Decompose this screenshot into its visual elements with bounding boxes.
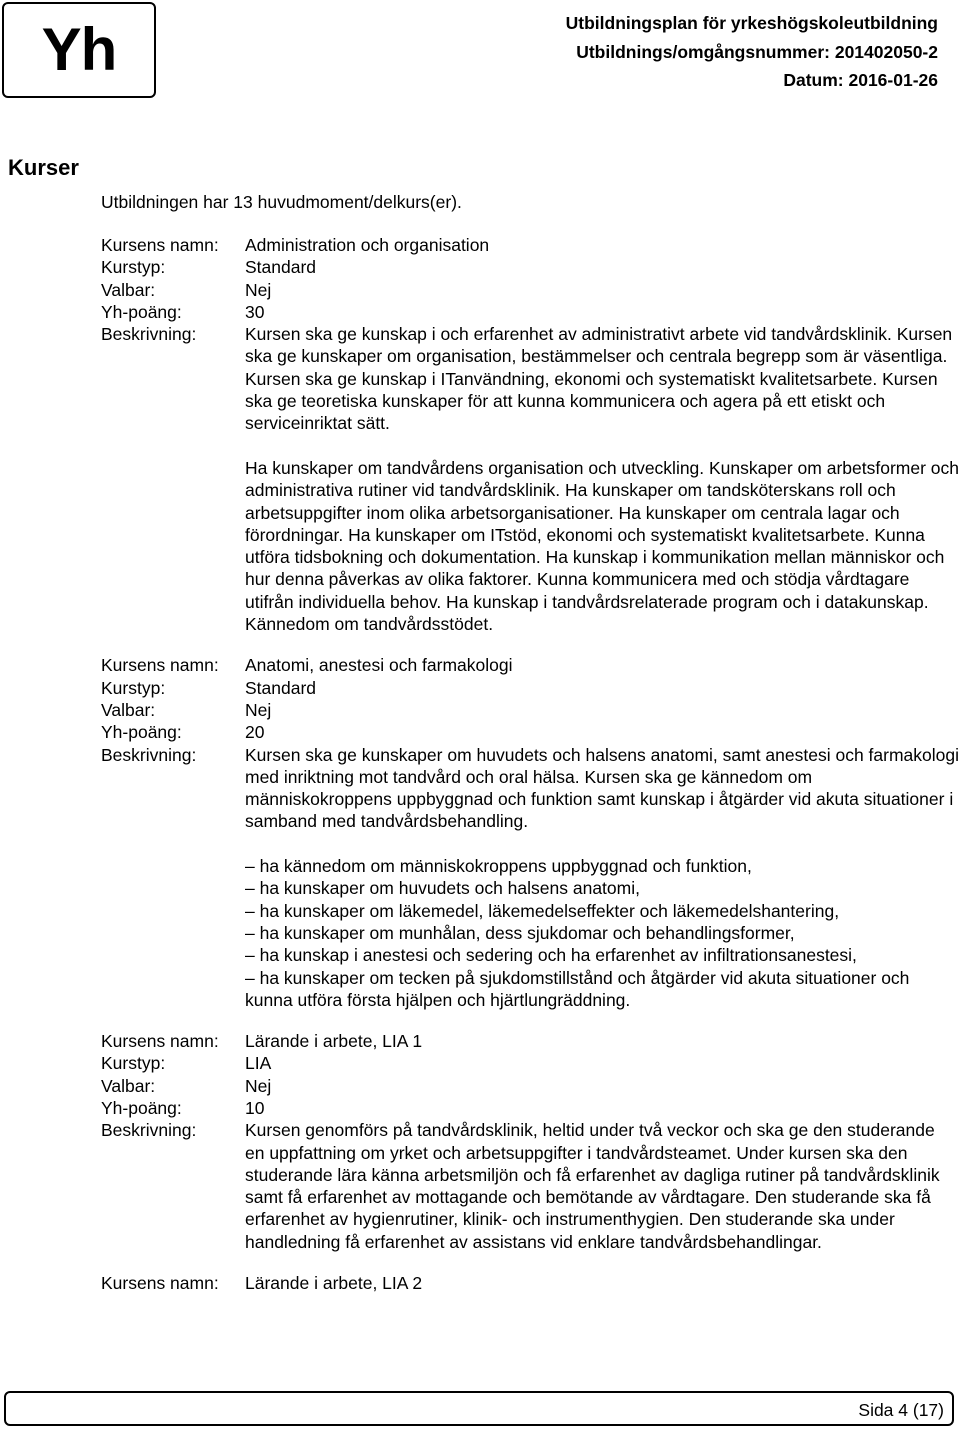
course-type-label: Kurstyp: bbox=[101, 1053, 166, 1074]
list-item: – ha kunskaper om munhålan, dess sjukdomar och behandlingsformer, bbox=[245, 922, 959, 944]
course-type-row bbox=[101, 1052, 959, 1074]
course-points: 20 bbox=[245, 722, 265, 743]
course-optional-row bbox=[101, 699, 959, 721]
course-name: Lärande i arbete, LIA 2 bbox=[245, 1273, 423, 1294]
course-points-row bbox=[101, 301, 959, 323]
learning-goals-list bbox=[245, 855, 959, 1011]
course-name: Lärande i arbete, LIA 1 bbox=[245, 1031, 423, 1052]
document-date: Datum: 2016-01-26 bbox=[783, 70, 938, 90]
course-points-row bbox=[101, 1097, 959, 1119]
course-description-label: Beskrivning: bbox=[101, 1120, 197, 1141]
course-optional-row bbox=[101, 1075, 959, 1097]
course-type-row bbox=[101, 677, 959, 699]
section-intro: Utbildningen har 13 huvudmoment/delkurs(er). bbox=[101, 192, 462, 212]
course-name-label: Kursens namn: bbox=[101, 1031, 219, 1052]
course-name-row bbox=[101, 234, 959, 256]
list-item: – ha kunskaper om huvudets och halsens anatomi, bbox=[245, 877, 959, 899]
course-entry bbox=[101, 1272, 959, 1294]
course-description bbox=[245, 323, 959, 635]
section-title: Kurser bbox=[8, 155, 79, 180]
course-name-row bbox=[101, 654, 959, 676]
course-description-label: Beskrivning: bbox=[101, 744, 197, 765]
course-description-row bbox=[101, 1119, 959, 1253]
description-paragraph: Kursen ska ge kunskap i och erfarenhet av administrativt arbete vid tandvårdsklinik. Kursen ska ge kunskaper om organisation, bestämmelser och centrala begrepp som är väsentliga. Kursen ska ge kunskap i ITanvändning, ekonomi och systematiskt kvalitetsarbete. Kursen ska ge teoretiska kunskaper för att kunna kommunicera och agera på ett etiskt och serviceinriktat sätt. bbox=[245, 324, 953, 434]
document-header bbox=[566, 9, 938, 95]
course-type-row bbox=[101, 256, 959, 278]
course-name-label: Kursens namn: bbox=[101, 655, 219, 676]
course-type: LIA bbox=[245, 1053, 272, 1074]
course-type: Standard bbox=[245, 677, 317, 698]
course-description-row bbox=[101, 744, 959, 1012]
course-name-row bbox=[101, 1272, 959, 1294]
list-item: – ha kunskaper om tecken på sjukdomstillstånd och åtgärder vid akuta situationer och kunna utföra första hjälpen och hjärtlungräddning. bbox=[245, 967, 959, 1012]
course-name-label: Kursens namn: bbox=[101, 1273, 219, 1294]
course-optional: Nej bbox=[245, 1075, 272, 1096]
course-description-label: Beskrivning: bbox=[101, 324, 197, 345]
course-name: Administration och organisation bbox=[245, 235, 490, 255]
course-points-label: Yh-poäng: bbox=[101, 722, 182, 743]
course-points-row bbox=[101, 721, 959, 743]
course-optional-row bbox=[101, 279, 959, 301]
course-points: 30 bbox=[245, 301, 265, 322]
course-description-row bbox=[101, 323, 959, 635]
page-footer bbox=[4, 1391, 954, 1426]
course-entry bbox=[101, 234, 959, 635]
course-points-label: Yh-poäng: bbox=[101, 1097, 182, 1118]
course-points: 10 bbox=[245, 1097, 265, 1118]
list-item: – ha kännedom om människokroppens uppbyggnad och funktion, bbox=[245, 855, 959, 877]
course-optional: Nej bbox=[245, 279, 272, 300]
course-optional-label: Valbar: bbox=[101, 699, 156, 720]
course-optional-label: Valbar: bbox=[101, 1075, 156, 1096]
course-type-label: Kurstyp: bbox=[101, 677, 166, 698]
course-entry bbox=[101, 654, 959, 1011]
course-name-label: Kursens namn: bbox=[101, 235, 219, 255]
document-title: Utbildningsplan för yrkeshögskoleutbildning bbox=[565, 13, 938, 33]
course-optional-label: Valbar: bbox=[101, 279, 156, 300]
logo-text: Yh bbox=[41, 16, 117, 83]
course-points-label: Yh-poäng: bbox=[101, 301, 182, 322]
course-description bbox=[245, 744, 959, 1012]
list-item: – ha kunskaper om läkemedel, läkemedelseffekter och läkemedelshantering, bbox=[245, 900, 959, 922]
course-entry bbox=[101, 1030, 959, 1253]
description-paragraph: Kursen ska ge kunskaper om huvudets och halsens anatomi, samt anestesi och farmakologi med inriktning mot tandvård och oral hälsa. Kursen ska ge kännedom om människokroppens uppbyggnad och funktion samt kunskap i åtgärder vid akuta situationer i samband med tandvårdsbehandling. bbox=[245, 744, 959, 832]
course-name: Anatomi, anestesi och farmakologi bbox=[245, 655, 513, 676]
list-item: – ha kunskap i anestesi och sedering och ha erfarenhet av infiltrationsanestesi, bbox=[245, 944, 959, 966]
logo bbox=[2, 2, 156, 98]
course-list bbox=[101, 234, 959, 1313]
course-description bbox=[245, 1119, 959, 1253]
course-type-label: Kurstyp: bbox=[101, 257, 166, 278]
program-number: Utbildnings/omgångsnummer: 201402050-2 bbox=[576, 41, 938, 62]
description-paragraph: Ha kunskaper om tandvårdens organisation och utveckling. Kunskaper om arbetsformer och administrativa rutiner vid tandvårdsklinik. Ha kunskaper om tandsköterskans roll och arbetsuppgifter inom olika arbetsorganisationer. Ha kunskaper om centrala lagar och förordningar. Ha kunskaper om ITstöd, ekonomi och systematiskt kvalitetsarbete. Kunna utföra tidsbokning och dokumentation. Ha kunskap i kommunikation mellan människor och hur denna påverkas av olika faktorer. Kunna kommunicera med och stödja vårdtagare utifrån individuella behov. Ha kunskap i tandvårdsrelaterade program och i datakunskap. Kännedom om tandvårdsstödet. bbox=[245, 457, 959, 635]
course-name-row bbox=[101, 1030, 959, 1052]
course-optional: Nej bbox=[245, 699, 272, 720]
page-number: Sida 4 (17) bbox=[858, 1400, 944, 1420]
course-type: Standard bbox=[245, 257, 317, 278]
description-paragraph: Kursen genomförs på tandvårdsklinik, heltid under två veckor och ska ge den studerande en uppfattning om yrket och arbetsuppgifter i tandvårdsteamet. Under kursen ska den studerande lära känna arbetsmiljön och få erfarenhet av dagliga rutiner på tandvårdsklinik samt få erfarenhet av mottagande och bemötande av vårdtagare. Den studerande ska få erfarenhet av hygienrutiner, klinik- och instrumenthygien. Den studerande ska under handledning få erfarenhet av assistans vid enklare tandvårdsbehandlingar. bbox=[245, 1120, 940, 1252]
